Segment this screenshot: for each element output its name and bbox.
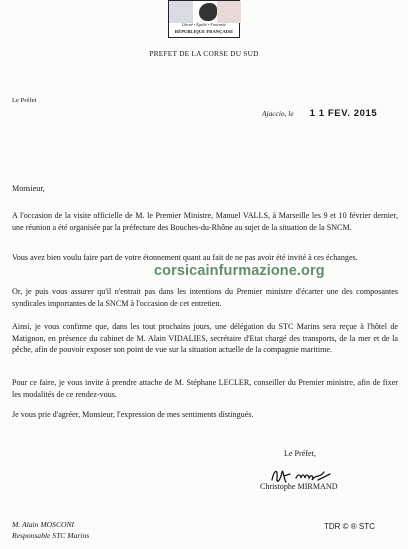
- signoff: Le Préfet,: [284, 449, 316, 458]
- paragraph-text: Je vous prie d'agréer, Monsieur, l'expression de mes sentiments distingués.: [12, 410, 254, 419]
- watermark: corsicainfurmazione.org: [154, 263, 325, 279]
- credit-label: TDR © ® STC: [324, 522, 375, 531]
- paragraph-4: [12, 321, 398, 356]
- paragraph-text: Pour ce faire, je vous invite à prendre attache de M. Stéphane LECLER, conseiller du Premier ministre, afin de fixer les modalités de ce rendez-vous.: [12, 378, 398, 399]
- logo-republic: RÉPUBLIQUE FRANÇAISE: [174, 29, 234, 34]
- paragraph-6: [12, 409, 398, 421]
- date-stamp: 1 1 FEV. 2015: [309, 108, 378, 119]
- paragraph-text: Vous avez bien voulu faire part de votre étonnement quant au fait de ne pas avoir été invité à ces échanges.: [12, 253, 358, 262]
- paragraph-5: [12, 377, 398, 400]
- signer-name: Christophe MIRMAND: [260, 482, 338, 491]
- paragraph-text: Or, je puis vous assurer qu'il n'entrait pas dans les intentions du Premier ministre d'écarter une des composantes syndicales importantes de la SNCM à l'occasion de cet entretien.: [12, 287, 398, 308]
- paragraph-2: [12, 252, 398, 264]
- paragraph-text: A l'occasion de la visite officielle de M. le Premier Ministre, Manuel VALLS, à Marseille les 9 et 10 février dernier, une réunion a été organisée par la préfecture des Bouches-du-Rhône au sujet de la situation de la SNCM.: [12, 211, 398, 232]
- marianne-icon: [199, 3, 217, 21]
- prefecture-title: PREFET DE LA CORSE DU SUD: [149, 49, 259, 58]
- paragraph-3: [12, 286, 398, 309]
- salutation-text: Monsieur,: [12, 184, 45, 193]
- paragraph-text: Ainsi, je vous confirme que, dans les tout prochains jours, une délégation du STC Marins sera reçue à l'hôtel de Matignon, en présence du cabinet de M. Alain VIDALIES, secrétaire d'Etat chargé des transports, de la mer et de la pêche, afin de pouvoir exposer son point de vue sur la situation actuelle de la compagnie maritime.: [12, 322, 398, 354]
- sender-label: Le Préfet: [12, 97, 37, 104]
- paragraph-1: [12, 210, 398, 233]
- place-label: Ajaccio, le: [262, 109, 294, 118]
- recipient: [12, 519, 89, 541]
- recipient-role: Responsable STC Marins: [12, 531, 90, 540]
- logo-motto: Liberté • Égalité • Fraternité: [182, 23, 226, 27]
- salutation: [12, 183, 398, 195]
- place-date: [262, 108, 377, 119]
- recipient-name: M. Alain MOSCONI: [12, 520, 75, 529]
- republique-francaise-logo: [168, 0, 240, 38]
